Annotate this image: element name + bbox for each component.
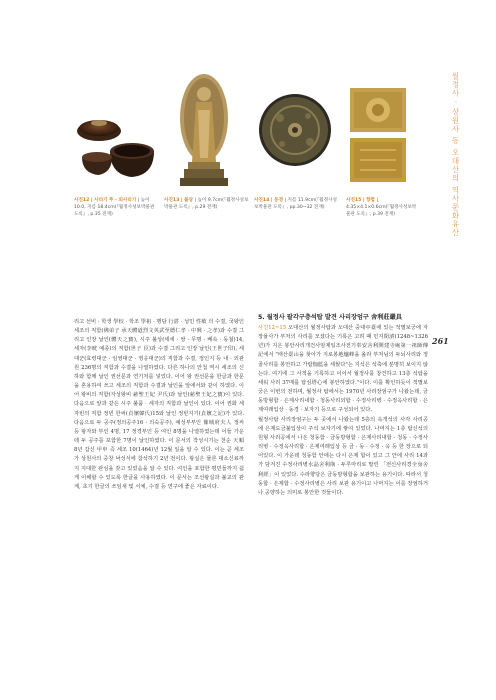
figure-caption: 사진14 | 동경 | 지름 11.9cm(『월정사성보박물관 도록』, pp.30~32 전재) <box>254 198 337 210</box>
paragraph: 사진12~15 오대산의 월정사탑과 오대산 중대中臺에 있는 적멸보궁에 자장율사가 부처의 사리를 모셨다는 기록은 고려 때 민지閔漬(1248~1326년)가 지은 봉안사리개건사암제일조사전기奉安舍利開建寺庵第一祖師傳記에서 "태산臺山을 찾아가 지로봉地爐峰을 올라 부처님의 두뇌사리와 정골사리를 봉안하고 가람伽藍을 세웠다"는 지석은 석축에 분명히 보이지 않는다. 여기에 그 사적을 기록하고 이어서 월정사를 창건하고 13층 석탑을 세워 사리 37매를 탑심塔心에 봉안하였다."이다. 이를 확인하듯이 적멸보궁은 이번의 전하며, 월정사 탑에서는 1970년 사리장엄구가 나왔는데, 금동방형합 · 은제사리내합 · 청동사리외합 · 수정사리병 · 수정옥사리합 · 은제여래입상 · 동경 · 보자기 등으로 구성되어 있다. <box>258 325 428 414</box>
figure-reference: 사진12~15 <box>258 325 287 331</box>
figure-caption: 사진13 | 불상 | 높이 9.7cm(『월정사성보박물관 도록』, p.29 전재) <box>164 198 249 210</box>
paragraph: 월정사탑 사리장엄구는 두 곳에서 나왔는데 5층의 옥개석의 사각 사리공에 은제도금불입상이 주석 보자기에 쌓여 있었다. 나머지는 1층 탑신석의 원형 사리공에서 나온 청동함 · 금동방형합 · 은제사리내합 · 청동 · 수정사리병 · 수정옥사리합 · 은제여래입상 등 금 · 동 · 수정 · 옥 등 한 장으로 되어있다. 이 가운데 청동함 안에는 다시 은제 합이 있고 그 안에 사리 14과가 담겨진 수정사리병水晶舍利甁 · 두루마리로 말린 「전신사리경全身舍利經」이 있었다. 수라향당은 금동방형합을 보관하는 용기이다. 따라서 청동합 · 은제합 · 수정사리병은 사리 보관 용기이고 나머지는 이를 장엄하거나 공양하는 의미로 봉안한 것들이다. <box>258 416 428 496</box>
running-header: 월정사 · 상원사 등 오대산의 역사문화유산 <box>451 72 460 237</box>
incense-box-photo <box>346 80 410 190</box>
bronze-mirror-photo <box>254 70 336 190</box>
buddha-statue-photo <box>164 70 244 190</box>
body-text-right <box>258 324 428 498</box>
figure-caption: 사진12 | 사리기 뚜 · 외사리기 | 높이 10.0, 지름 18.4cm(『월정사성보박물관 도록』, p.35 전재) <box>74 198 155 217</box>
paragraph: 리고 선비 · 학생 學校 · 학조 學祖 · 행담 行湛 · 성민 性敏 의 수결, 국왕인 세조의 직함(佛弟子 承天體道烈文英武至德仁孝 · 中興 · 之孝)과 수결 그리고 인장 날인(體天之寶), 시주 불상(세세 · 쌍 · 무명 · 베속 · 동철)14, 세자(李晄 예종)의 직함(世子 臣)과 수결 그리고 인장 날인(王世子印), 세 대군(효령대군 · 임영대군 · 영응대군)의 직함과 수결, 정인지 등 내 · 외관원 236명의 직함과 수결을 나열하였다. 다른 하나의 안첩 역시 세조의 신하와 함께 날인 권선문과 연기처를 넣었다. 이어 왕 권선문을 한글과 한문을 혼용하여 쓰고 세조의 직함과 수결과 날인을 앞에서와 같이 하였다. 이어 왕비의 직함(자성왕비 慈聖王妃 尹氏)과 날인(慈聖王妃之寶)이 있다. 다음으로 앞과 같은 시주 불품 · 세자의 직함과 날인이 있다. 이어 권화 세자빈의 직함 정빈 한씨(貞嬪韓氏)15와 날인 정빈지기(貞嬪之記)가 있다. 다음으로 두 공주(정의공주16 · 의숙공주), 예성부부인 豫城府夫人 정씨 등 왕자와 부인 4명, 17 정경부인 등 여인 8명을 나열하였는데 이들 가운데 두 공주를 포함한 7명이 날인하였다. 이 문서의 작성시기는 천순 天順 8년 갑신 甲申 즉 세조 10(1464)년 12월 일을 알 수 있다. 이는 곧 세조가 상원사의 중창 낙성식에 참석하기 2년 전이다. 왕실은 물론 대소신료까지 지대한 관심을 갖고 있었음을 알 수 있다. 여인을 포함한 평민들까지 쉽게 이해할 수 있도록 한글을 사용하였다. 이 문서는 조선왕실과 불교의 관계, 초기 한글의 쓰임새 및 서체, 수결 등 연구에 좋은 자료이다. <box>74 319 244 490</box>
section-heading: 5. 월정사 팔각구층석탑 발견 사리장엄구 舍利莊嚴具 <box>258 314 402 321</box>
reliquary-photo <box>74 95 158 183</box>
figure-caption: 사진15 | 향합 | 4.35×4.1×0.6cm(『월정사성보박물관 도록』, p.39 전재) <box>346 198 417 217</box>
body-text-left <box>74 318 244 492</box>
page-number: 261 <box>432 336 449 346</box>
